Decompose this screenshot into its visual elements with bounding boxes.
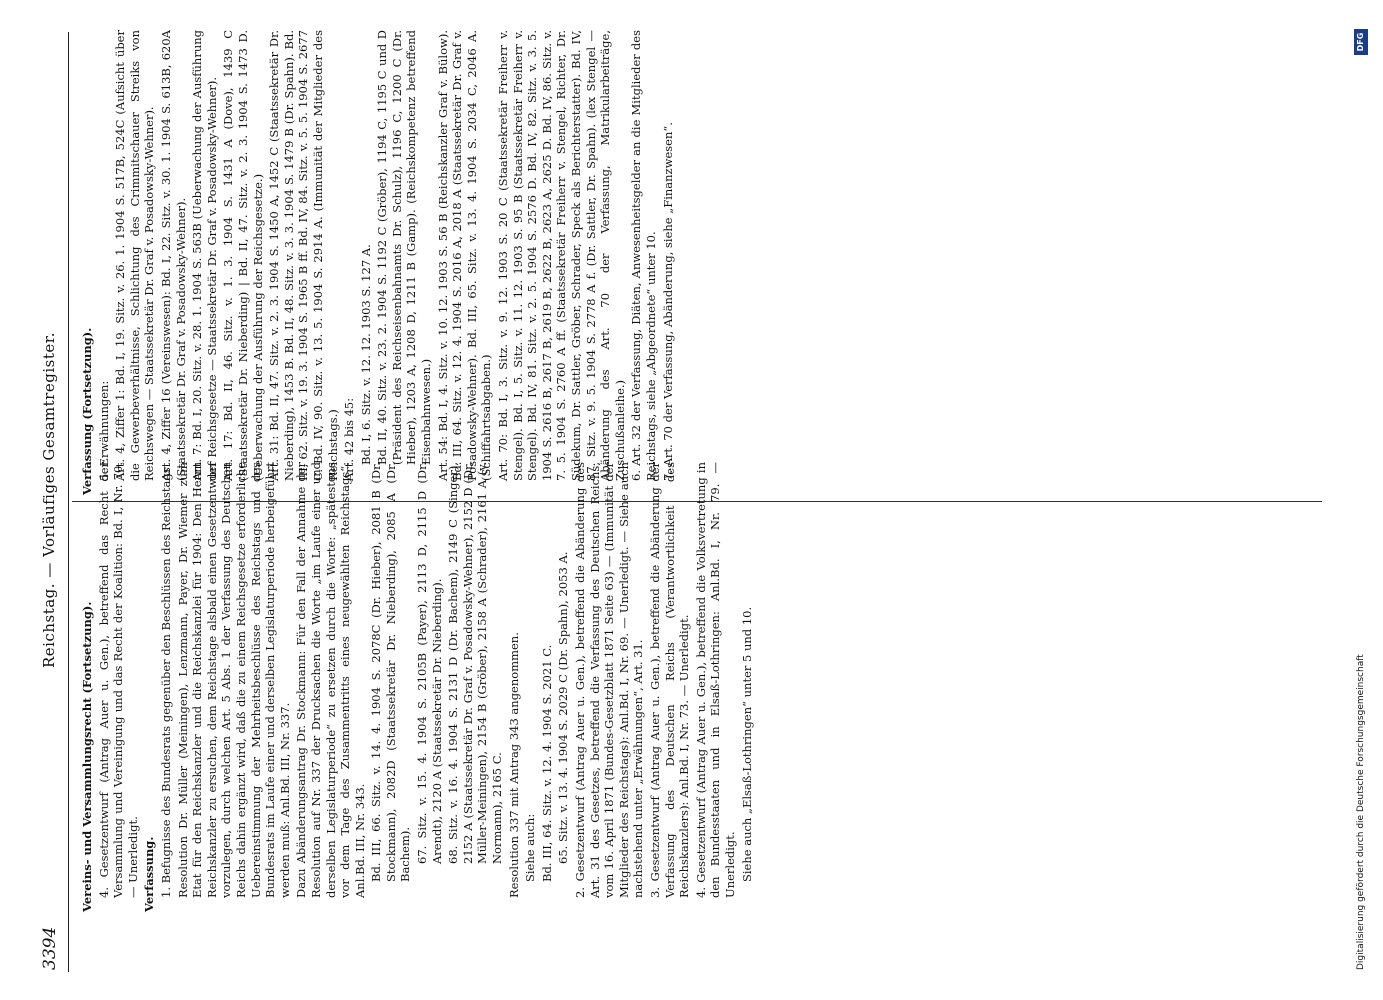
right-paragraph: Art. 42 bis 45:: [342, 397, 357, 481]
left-paragraph: Bd. III, 64. Sitz. v. 12. 4. 1904 S. 2021 C.: [539, 644, 554, 882]
right-paragraph: 5. Erwähnungen:: [96, 380, 111, 481]
right-paragraph: Art. 70: Bd. I, 3. Sitz. v. 9. 12. 1903 S. 20 C (Staatssekretär Freiherr v. Stengel). Bd. I, 5. Sitz. v. 11. 12. 1903 S. 95 B (Staatssekretär Freiherr v. Stengel). Bd. IV, 81. Sitz. v. 2. 5. 1904 S. 2576 D. Bd. IV, 82. Sitz. v. 3. 5. 1904 S. 2616 B, 2617 B, 2619 B, 2622 B, 2623 A, 2625 D. Bd. IV, 86. Sitz. v. 7. 5. 1904 S. 2760 A ff. (Staatssekretär Freiherr v. Stengel, Richter, Dr. Südekum, Dr. Sattler, Gröber, Schrader, Speck als Berichterstatter). Bd. IV, 87. Sitz. v. 9. 5. 1904 S. 2778 A f. (Dr. Sattler, Dr. Spahn). (lex Stengel — Abänderung des Art. 70 der Verfassung, Matrikularbeiträge, Zuschußanleihe.): [496, 30, 627, 481]
left-paragraph: 68. Sitz. v. 16. 4. 1904 S. 2131 D (Dr. Bachem), 2149 C (Singer), 2152 A (Staatssekretär Dr. Graf v. Posadowsky-Wehner), 2152 D (Dr. Müller-Meiningen), 2154 B (Gröber), 2158 A (Schrader), 2161 A (v. Normann), 2165 C.: [446, 462, 505, 864]
right-paragraph: Art. 4, Ziffer 16 (Vereinswesen): Bd. I, 22. Sitz. v. 30. 1. 1904 S. 613B, 620A (Staatssekretär Dr. Graf v. Posadowsky-Wehner).: [158, 30, 188, 481]
digitization-note: Digitalisierung gefördert durch die Deutsche Forschungsgemeinschaft: [1356, 654, 1366, 970]
left-paragraph: Bd. III, 66. Sitz. v. 14. 4. 1904 S. 2078C (Dr. Hieber), 2081 B (Dr. Stockmann), 2082D (Staatssekretär Dr. Nieberding), 2085 A (Dr. Bachem).: [369, 462, 413, 882]
left-paragraph: Verfassung.: [142, 836, 157, 912]
left-paragraph: 4. Gesetzentwurf (Antrag Auer u. Gen.), betreffend das Recht der Versammlung und Vereinigung und das Recht der Koalition: Bd. I, Nr. 70. — Unerledigt.: [96, 462, 140, 898]
right-paragraph: Art. 31: Bd. II, 47. Sitz. v. 2. 3. 1904 S. 1450 A, 1452 C (Staatssekretär Dr. Nieberding), 1453 B. Bd. II, 48. Sitz. v. 3. 3. 1904 S. 1479 B (Dr. Spahn). Bd. III, 62. Sitz. v. 19. 3. 1904 S. 1965 B ff. Bd. IV, 84. Sitz. v. 5. 5. 1904 S. 2677 C. Bd. IV, 90. Sitz. v. 13. 5. 1904 S. 2914 A. (Immunität der Mitglieder des Reichstags.): [267, 30, 340, 481]
left-paragraph: Resolution 337 mit Antrag 343 angenommen.: [506, 632, 521, 898]
left-paragraph: 67. Sitz. v. 15. 4. 1904 S. 2105B (Payer), 2113 D, 2115 D (Dr. Arendt), 2120 A (Staatssekretär Dr. Nieberding).: [415, 462, 444, 864]
left-column: [80, 462, 756, 912]
left-paragraph: 3. Gesetzentwurf (Antrag Auer u. Gen.), betreffend die Abänderung der Verfassung des Deutschen Reichs (Verantwortlichkeit des Reichskanzlers): Anl.Bd. I, Nr. 73. — Unerledigt.: [647, 462, 692, 898]
left-paragraph: Siehe auch:: [523, 813, 538, 882]
digitization-strip: [1348, 10, 1383, 990]
page-header: [40, 0, 70, 1000]
left-paragraph: Resolution Dr. Müller (Meiningen), Lenzmann, Payer, Dr. Wiemer zum Etat für den Reichskanzler und die Reichskanzlei für 1904: Den Herrn Reichskanzler zu ersuchen, dem Reichstage alsbald einen Gesetzentwurf vorzulegen, durch welchen Art. 5 Abs. 1 der Verfassung des Deutschen Reichs dahin ergänzt wird, daß die zu einem Reichsgesetze erforderliche Uebereinstimmung der Mehrheitsbeschlüsse des Reichstags und des Bundesrats im Laufe einer und derselben Legislaturperiode herbeigeführt werden muß: Anl.Bd. III, Nr. 337.: [175, 462, 292, 898]
running-title: Reichstag. — Vorläufiges Gesamtregister.: [40, 331, 58, 669]
left-paragraph: 65. Sitz. v. 13. 4. 1904 S. 2029 C (Dr. Spahn), 2053 A.: [556, 551, 571, 864]
right-paragraph: Art. 7: Bd. I, 20. Sitz. v. 28. 1. 1904 S. 563B (Ueberwachung der Ausführung der Reichsgesetze — Staatssekretär Dr. Graf v. Posadowsky-Wehner).: [190, 30, 219, 481]
left-paragraph: Vereins- und Versammlungsrecht (Fortsetzung).: [80, 601, 94, 912]
right-paragraph: 7. Art. 70 der Verfassung, Abänderung, siehe „Finanzwesen“.: [660, 122, 675, 481]
left-paragraph: Siehe auch „Elsaß-Lothringen“ unter 5 und 10.: [739, 606, 754, 882]
dfg-logo: DFG: [1354, 29, 1368, 55]
right-paragraph: 6. Art. 32 der Verfassung, Diäten, Anwesenheitsgelder an die Mitglieder des Reichstags, siehe „Abgeordnete“ unter 10.: [629, 30, 658, 481]
left-paragraph: 1. Befugnisse des Bundesrats gegenüber den Beschlüssen des Reichstags.: [158, 463, 173, 898]
header-rule: [68, 32, 69, 972]
right-paragraph: Bd. I, 6. Sitz. v. 12. 12. 1903 S. 127 A.: [358, 244, 373, 465]
right-paragraph: Bd. II, 40. Sitz. v. 23. 2. 1904 S. 1192 C (Gröber), 1194 C, 1195 C und D (Präsident des Reichseisenbahnamts Dr. Schulz), 1196 C, 1200 C (Dr. Hieber), 1203 A, 1208 D, 1211 B (Gamp). (Reichskompetenz betreffend Eisenbahnwesen.): [375, 30, 434, 465]
right-paragraph: Art. 4, Ziffer 1: Bd. I, 19. Sitz. v. 26. 1. 1904 S. 517B, 524C (Aufsicht über die Gewerbeverhältnisse, Schlichtung des Crimmitschauer Streiks von Reichswegen — Staatssekretär Dr. Graf v. Posadowsky-Wehner).: [113, 30, 157, 481]
right-paragraph: Art. 17: Bd. II, 46. Sitz. v. 1. 3. 1904 S. 1431 A (Dove), 1439 C (Staatssekretär Dr. Nieberding) | Bd. II, 47. Sitz. v. 2. 3. 1904 S. 1473 D. (Ueberwachung der Ausführung der Reichsgesetze.): [221, 30, 265, 481]
left-paragraph: Dazu Abänderungsantrag Dr. Stockmann: Für den Fall der Annahme der Resolution auf Nr. 337 der Drucksachen die Worte „im Laufe einer und derselben Legislaturperiode“ zu ersetzen durch die Worte: „spätestens vor dem Tage des Zusammentritts eines neugewählten Reichstags“: Anl.Bd. III, Nr. 343.: [294, 462, 367, 898]
left-paragraph: 4. Gesetzentwurf (Antrag Auer u. Gen.), betreffend die Volksvertretung in den Bundesstaaten und in Elsaß-Lothringen: Anl.Bd. I, Nr. 79. — Unerledigt.: [693, 462, 737, 898]
page-number: 3394: [40, 926, 60, 970]
right-paragraph: Verfassung (Fortsetzung).: [80, 327, 94, 495]
right-paragraph: Art. 54: Bd. I, 4. Sitz. v. 10. 12. 1903 S. 56 B (Reichskanzler Graf v. Bülow). Bd. III, 64. Sitz. v. 12. 4. 1904 S. 2016 A, 2018 A (Staatssekretär Dr. Graf v. Posadowsky-Wehner). Bd. III, 65. Sitz. v. 13. 4. 1904 S. 2034 C, 2046 A. (Schiffahrtsabgaben.): [435, 30, 494, 481]
right-column: [80, 30, 677, 495]
left-paragraph: 2. Gesetzentwurf (Antrag Auer u. Gen.), betreffend die Abänderung des Art. 31 des Gesetzes, betreffend die Verfassung des Deutschen Reichs, vom 16. April 1871 (Bundes-Gesetzblatt 1871 Seite 63) — (Immunität der Mitglieder des Reichstags): Anl.Bd. I, Nr. 69. — Unerledigt. — Siehe auch nachstehend unter „Erwähnungen“, Art. 31.: [573, 462, 646, 898]
